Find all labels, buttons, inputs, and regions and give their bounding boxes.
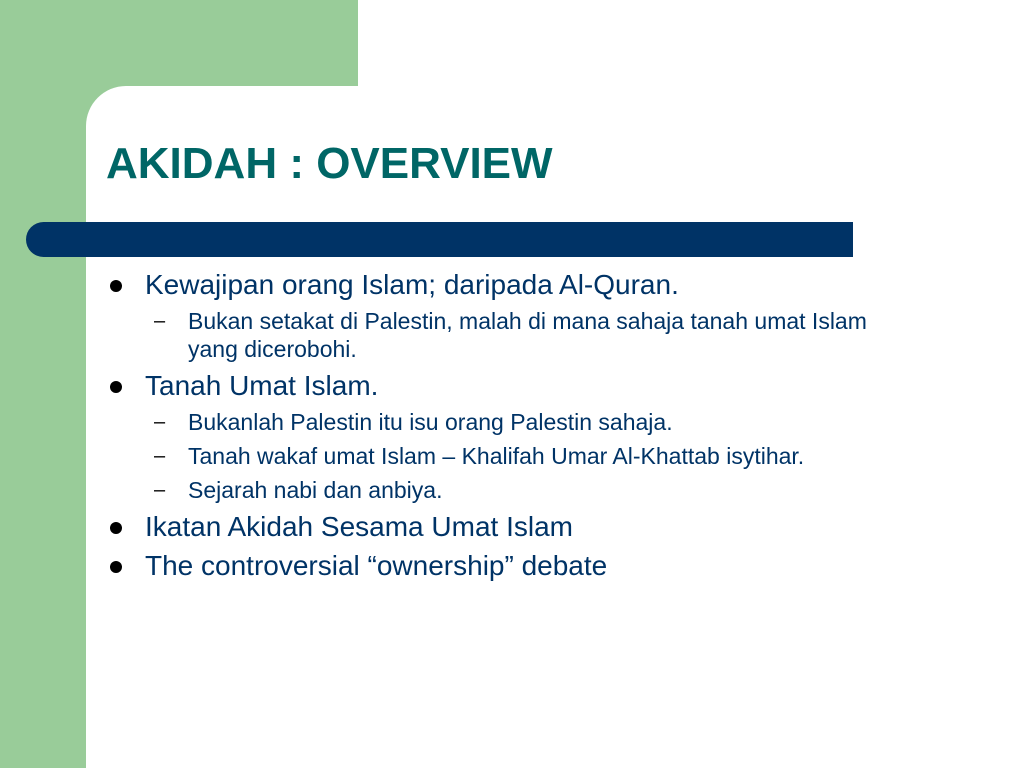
slide-title: AKIDAH : OVERVIEW	[106, 139, 553, 188]
dash-icon: –	[154, 445, 166, 467]
sub-bullet-item	[104, 442, 888, 470]
bullet-text: The controversial “ownership” debate	[145, 550, 608, 581]
sub-bullet-text: Tanah wakaf umat Islam – Khalifah Umar Al-Khattab isytihar.	[188, 443, 805, 469]
bullet-item	[104, 549, 984, 582]
bullet-dot-icon	[110, 280, 122, 292]
sub-bullet-text: Bukanlah Palestin itu isu orang Palestin sahaja.	[188, 409, 673, 435]
bullet-item	[104, 268, 984, 301]
sub-bullet-text: Bukan setakat di Palestin, malah di mana sahaja tanah umat Islam yang dicerobohi.	[188, 308, 867, 362]
sub-bullet-item	[104, 307, 888, 363]
bullet-dot-icon	[110, 381, 122, 393]
sub-bullet-item	[104, 408, 888, 436]
bullet-text: Ikatan Akidah Sesama Umat Islam	[145, 511, 573, 542]
bullet-item	[104, 510, 984, 543]
sub-bullet-text: Sejarah nabi dan anbiya.	[188, 477, 443, 503]
bullet-dot-icon	[110, 522, 122, 534]
sub-bullet-item	[104, 476, 888, 504]
bullet-dot-icon	[110, 561, 122, 573]
bullet-text: Kewajipan orang Islam; daripada Al-Quran.	[145, 269, 679, 300]
dash-icon: –	[154, 479, 166, 501]
bullet-text: Tanah Umat Islam.	[145, 370, 379, 401]
bullet-list	[104, 268, 984, 588]
title-underline-bar	[26, 222, 853, 257]
bullet-item	[104, 369, 984, 402]
dash-icon: –	[154, 310, 166, 332]
dash-icon: –	[154, 411, 166, 433]
